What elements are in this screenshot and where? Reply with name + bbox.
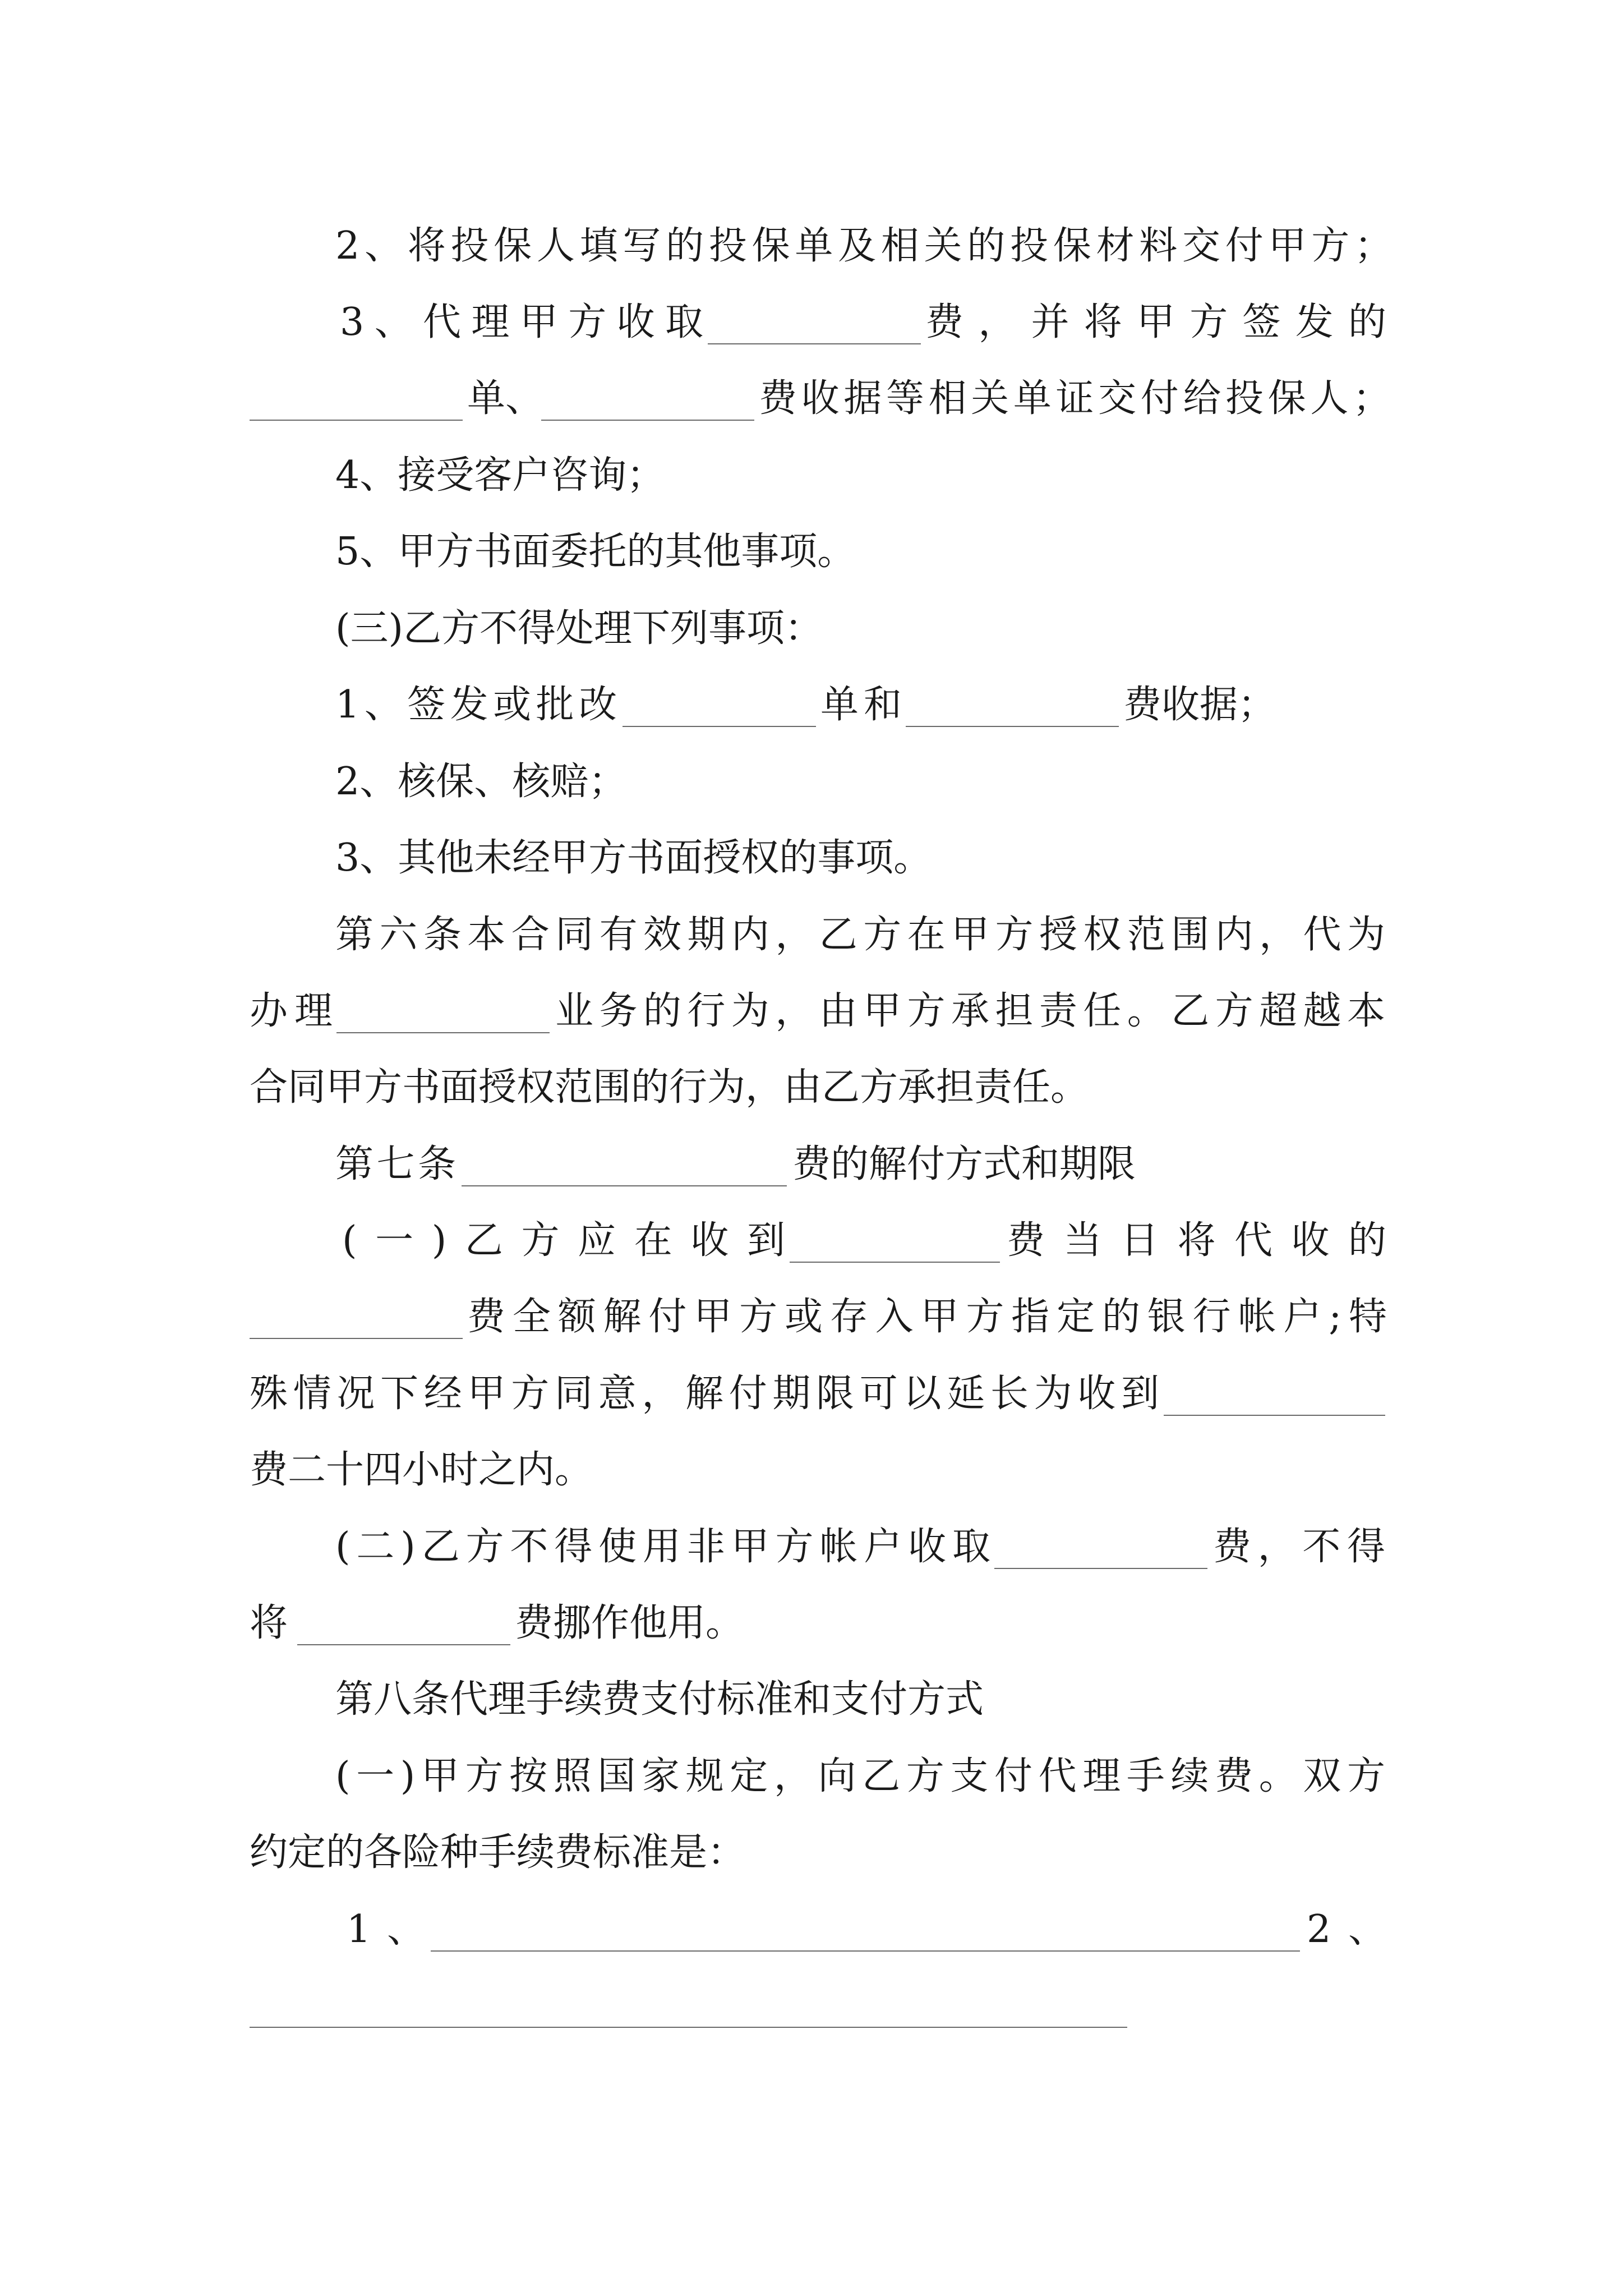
text-line: 合同甲方书面授权范围的行为，由乙方承担责任。: [250, 1065, 1089, 1110]
article-6-cont: [0, 1049, 1623, 1126]
text-line: (二)乙方不得使用非甲方帐户收取: [335, 1525, 990, 1569]
line-item-3-cont: [0, 360, 1623, 437]
article-7-item-1-cont: [0, 1355, 1623, 1432]
article-8-heading: [0, 1661, 1623, 1738]
text-line: 业务的行为，由甲方承担责任。乙方超越本: [555, 989, 1385, 1033]
fill-blank[interactable]: [297, 1644, 510, 1645]
fee-standard-item-2: [0, 1967, 1623, 2044]
line-item-3: [0, 820, 1623, 896]
line-item-2: [0, 208, 1623, 284]
text-line: 办理: [250, 989, 333, 1033]
fill-blank[interactable]: [1164, 1415, 1385, 1416]
line-item-1: [0, 666, 1623, 743]
fill-blank[interactable]: [250, 420, 463, 421]
text-line: 费二十四小时之内。: [250, 1448, 593, 1492]
text-line: 第七条: [335, 1142, 456, 1186]
article-7-item-1-cont: [0, 1278, 1623, 1355]
line-item-3: [0, 284, 1623, 361]
text-line: 单和: [820, 683, 902, 727]
text-line: 4、接受客户咨询；: [335, 453, 665, 498]
text-line: 2、核保、核赔；: [335, 760, 627, 804]
line-item-4: [0, 437, 1623, 514]
text-line: (三)乙方不得处理下列事项：: [335, 606, 823, 651]
fill-blank[interactable]: [790, 1262, 1000, 1263]
text-line: (一)甲方按照国家规定，向乙方支付代理手续费。双方: [335, 1754, 1385, 1798]
article-6: [0, 896, 1623, 973]
text-line: 将: [250, 1601, 288, 1645]
text-line: 费的解付方式和期限: [792, 1142, 1136, 1186]
article-7-item-2-cont: [0, 1585, 1623, 1662]
fill-blank[interactable]: [623, 726, 816, 727]
text-line: 费全额解付甲方或存入甲方指定的银行帐户;特: [467, 1295, 1387, 1339]
text-line: 1、签发或批改: [335, 683, 617, 727]
line-item-2: [0, 743, 1623, 820]
text-line: 费收据等相关单证交付给投保人；: [759, 376, 1391, 421]
fill-blank[interactable]: [906, 726, 1119, 727]
line-item-5: [0, 513, 1623, 590]
text-line: 费，不得: [1213, 1525, 1385, 1569]
article-7-item-2: [0, 1508, 1623, 1585]
text-line: 第六条本合同有效期内，乙方在甲方授权范围内，代为: [335, 913, 1385, 957]
text-line: 5、甲方书面委托的其他事项。: [335, 530, 856, 574]
text-line: 1、: [347, 1907, 425, 1952]
fill-blank[interactable]: [336, 1032, 550, 1033]
article-7-item-1-cont: [0, 1432, 1623, 1508]
article-8-item-1-cont: [0, 1814, 1623, 1891]
text-line: 费收据；: [1123, 683, 1276, 727]
article-6-cont: [0, 973, 1623, 1050]
fill-blank[interactable]: [708, 343, 921, 344]
article-8-item-1: [0, 1738, 1623, 1815]
text-line: 费当日将代收的: [1007, 1218, 1386, 1263]
text-line: 第八条代理手续费支付标准和支付方式: [335, 1677, 984, 1722]
article-7-heading: [0, 1126, 1623, 1203]
text-line: 3、其他未经甲方书面授权的事项。: [335, 836, 932, 880]
text-line: 单、: [467, 376, 544, 421]
fill-blank[interactable]: [994, 1568, 1207, 1569]
text-line: 3、代理甲方收取: [340, 300, 703, 344]
text-line: 费，并将甲方签发的: [925, 300, 1386, 344]
text-line: 费挪作他用。: [515, 1601, 744, 1645]
text-line: 2、将投保人填写的投保单及相关的投保材料交付甲方；: [335, 224, 1393, 268]
fill-blank[interactable]: [250, 1338, 463, 1339]
fill-blank[interactable]: [462, 1185, 787, 1186]
fill-blank[interactable]: [250, 2027, 1127, 2028]
article-7-item-1: [0, 1202, 1623, 1279]
text-line: 2、: [1307, 1907, 1386, 1952]
fill-blank[interactable]: [541, 420, 754, 421]
fill-blank[interactable]: [431, 1950, 1300, 1952]
text-line: 约定的各险种手续费标准是：: [250, 1830, 746, 1875]
text-line: 殊情况下经甲方同意，解付期限可以延长为收到: [250, 1372, 1159, 1416]
fee-standard-item-1: [0, 1891, 1623, 1968]
text-line: (一)乙方应在收到: [342, 1218, 785, 1263]
section-heading: [0, 590, 1623, 667]
